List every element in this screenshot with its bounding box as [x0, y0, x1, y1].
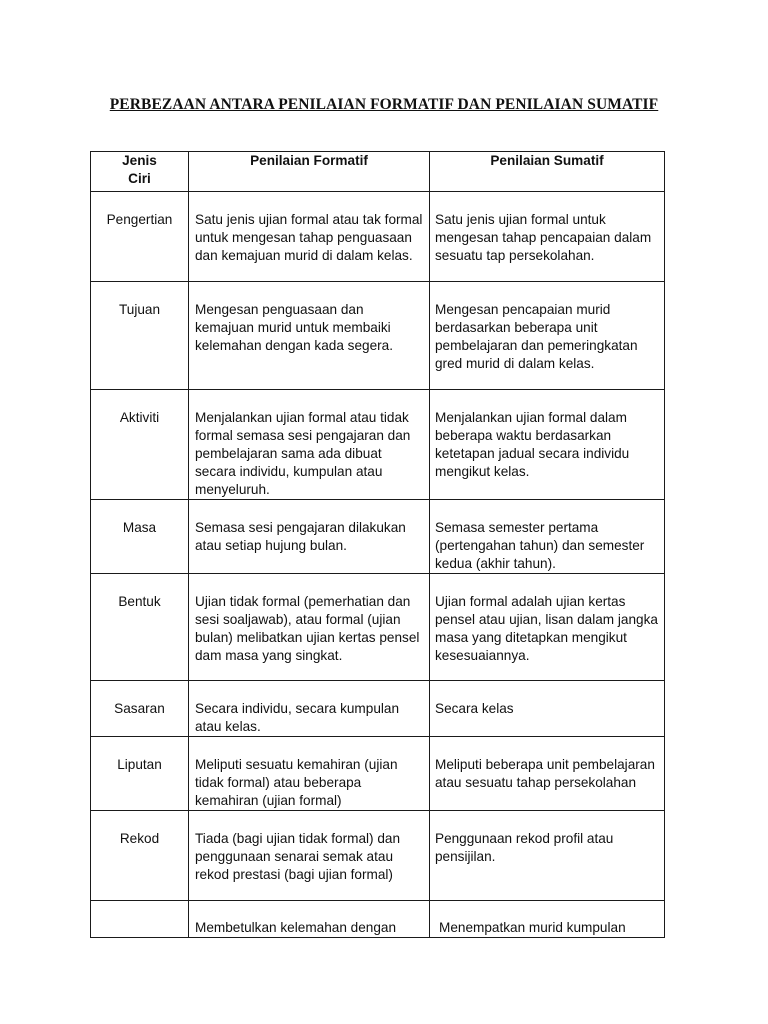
row-sumatif: Meliputi beberapa unit pembelajaran atau sesuatu tahap persekolahan [430, 737, 665, 811]
row-formatif: Meliputi sesuatu kemahiran (ujian tidak formal) atau beberapa kemahiran (ujian formal) [189, 737, 430, 811]
row-formatif: Tiada (bagi ujian tidak formal) dan penggunaan senarai semak atau rekod prestasi (bagi ujian formal) [189, 811, 430, 901]
row-ciri: Aktiviti [91, 390, 189, 500]
row-sumatif: Ujian formal adalah ujian kertas pensel atau ujian, lisan dalam jangka masa yang ditetapkan mengikut kesesuaiannya. [430, 574, 665, 681]
row-sumatif: Menempatkan murid kumpulan [430, 901, 665, 938]
row-ciri: Pengertian [91, 192, 189, 282]
row-ciri: Masa [91, 500, 189, 574]
table-row [91, 681, 665, 737]
row-formatif: Semasa sesi pengajaran dilakukan atau setiap hujung bulan. [189, 500, 430, 574]
page-title: PERBEZAAN ANTARA PENILAIAN FORMATIF DAN PENILAIAN SUMATIF [109, 96, 659, 113]
row-sumatif: Menjalankan ujian formal dalam beberapa waktu berdasarkan ketetapan jadual secara individu mengikut kelas. [430, 390, 665, 500]
comparison-table [90, 151, 665, 938]
row-sumatif: Semasa semester pertama (pertengahan tahun) dan semester kedua (akhir tahun). [430, 500, 665, 574]
table-header-row [91, 152, 665, 192]
table-row [91, 811, 665, 901]
table-row [91, 282, 665, 390]
table-row [91, 192, 665, 282]
header-sumatif: Penilaian Sumatif [430, 152, 665, 192]
header-jenis-ciri [91, 152, 189, 192]
table-row [91, 390, 665, 500]
table-row [91, 574, 665, 681]
row-formatif: Membetulkan kelemahan dengan [189, 901, 430, 938]
row-formatif: Secara individu, secara kumpulan atau kelas. [189, 681, 430, 737]
row-sumatif: Secara kelas [430, 681, 665, 737]
table-row [91, 901, 665, 938]
row-ciri: Liputan [91, 737, 189, 811]
row-formatif: Menjalankan ujian formal atau tidak formal semasa sesi pengajaran dan pembelajaran sama ada dibuat secara individu, kumpulan atau menyeluruh. [189, 390, 430, 500]
row-sumatif: Mengesan pencapaian murid berdasarkan beberapa unit pembelajaran dan pemeringkatan gred murid di dalam kelas. [430, 282, 665, 390]
row-ciri: Tujuan [91, 282, 189, 390]
row-formatif: Satu jenis ujian formal atau tak formal untuk mengesan tahap penguasaan dan kemajuan murid di dalam kelas. [189, 192, 430, 282]
row-ciri: Rekod [91, 811, 189, 901]
header-jenis-ciri-label: Jenis Ciri [122, 153, 157, 186]
header-formatif: Penilaian Formatif [189, 152, 430, 192]
row-sumatif: Satu jenis ujian formal untuk mengesan tahap pencapaian dalam sesuatu tap persekolahan. [430, 192, 665, 282]
row-ciri: Sasaran [91, 681, 189, 737]
table-row [91, 500, 665, 574]
row-ciri [91, 901, 189, 938]
row-formatif: Mengesan penguasaan dan kemajuan murid untuk membaiki kelemahan dengan kada segera. [189, 282, 430, 390]
row-formatif: Ujian tidak formal (pemerhatian dan sesi soaljawab), atau formal (ujian bulan) melibatkan ujian kertas pensel dam masa yang singkat. [189, 574, 430, 681]
row-ciri: Bentuk [91, 574, 189, 681]
table-row [91, 737, 665, 811]
row-sumatif: Penggunaan rekod profil atau pensijilan. [430, 811, 665, 901]
